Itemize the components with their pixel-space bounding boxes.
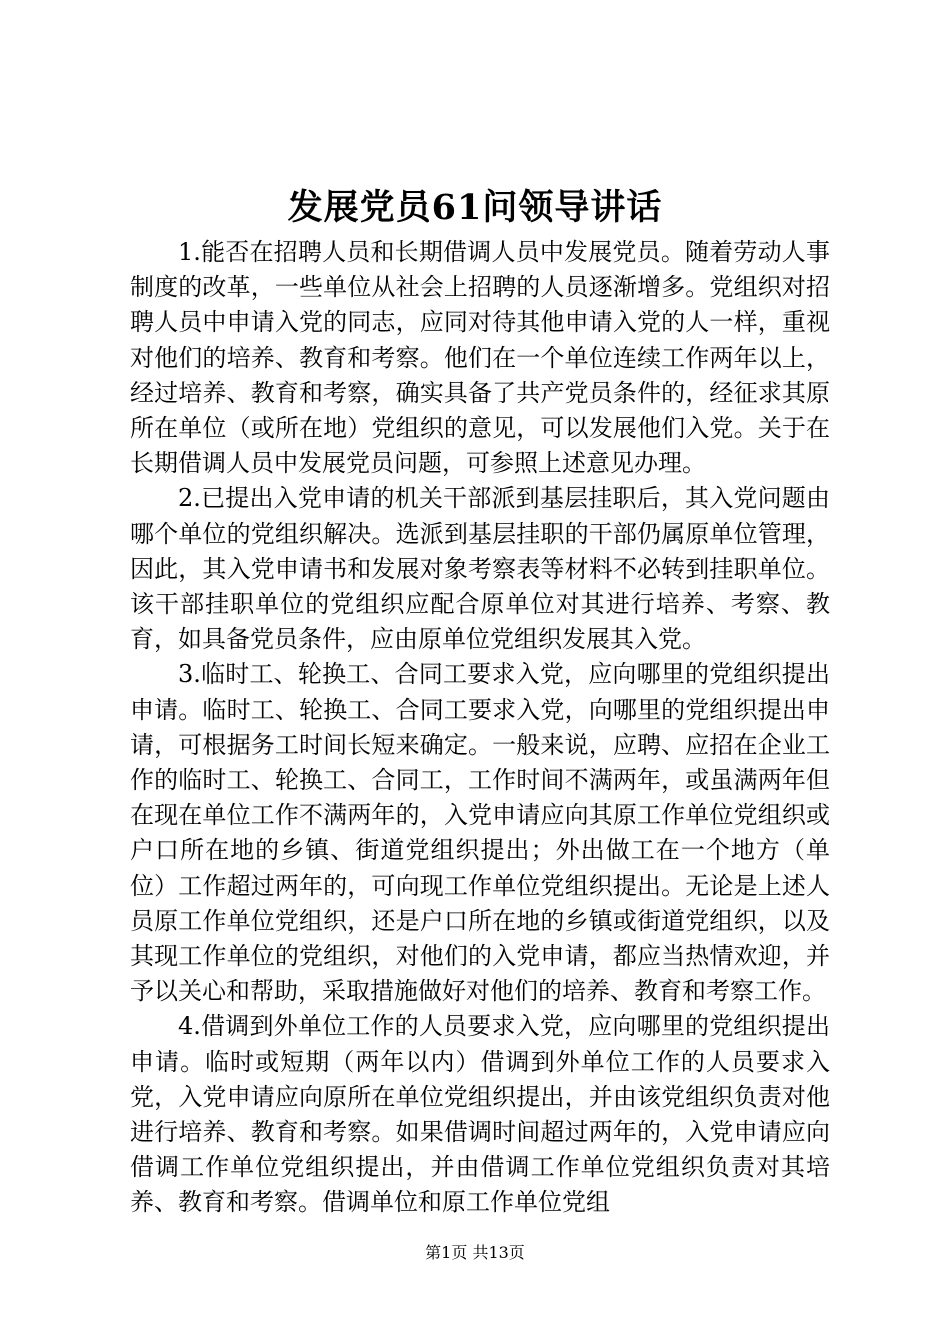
paragraph-3: 3.临时工、轮换工、合同工要求入党，应向哪里的党组织提出申请。临时工、轮换工、合同工要求入党，向哪里的党组织提出申请，可根据务工时间长短来确定。一般来说，应聘、应招在企业工作的临时工、轮换工、合同工，工作时间不满两年，或虽满两年但在现在单位工作不满两年的，入党申请应向其原工作单位党组织或户口所在地的乡镇、街道党组织提出；外出做工在一个地方（单位）工作超过两年的，可向现工作单位党组织提出。无论是上述人员原工作单位党组织，还是户口所在地的乡镇或街道党组织，以及其现工作单位的党组织，对他们的入党申请，都应当热情欢迎，并予以关心和帮助，采取措施做好对他们的培养、教育和考察工作。 <box>130 660 830 1006</box>
paragraph-4: 4.借调到外单位工作的人员要求入党，应向哪里的党组织提出申请。临时或短期（两年以内）借调到外单位工作的人员要求入党，入党申请应向原所在单位党组织提出，并由该党组织负责对他进行培养、教育和考察。如果借调时间超过两年的，入党申请应向借调工作单位党组织提出，并由借调工作单位党组织负责对其培养、教育和考察。借调单位和原工作单位党组 <box>130 1012 830 1217</box>
page-number-footer: 第1页 共13页 <box>425 1243 525 1262</box>
document-body <box>130 235 830 1221</box>
document-title: 发展党员61问领导讲话 <box>287 187 663 228</box>
paragraph-1: 1.能否在招聘人员和长期借调人员中发展党员。随着劳动人事制度的改革，一些单位从社会上招聘的人员逐渐增多。党组织对招聘人员中申请入党的同志，应同对待其他申请入党的人一样，重视对他们的培养、教育和考察。他们在一个单位连续工作两年以上，经过培养、教育和考察，确实具备了共产党员条件的，经征求其原所在单位（或所在地）党组织的意见，可以发展他们入党。关于在长期借调人员中发展党员问题，可参照上述意见办理。 <box>130 238 830 478</box>
paragraph-2: 2.已提出入党申请的机关干部派到基层挂职后，其入党问题由哪个单位的党组织解决。选派到基层挂职的干部仍属原单位管理，因此，其入党申请书和发展对象考察表等材料不必转到挂职单位。该干部挂职单位的党组织应配合原单位对其进行培养、考察、教育，如具备党员条件，应由原单位党组织发展其入党。 <box>130 484 830 654</box>
